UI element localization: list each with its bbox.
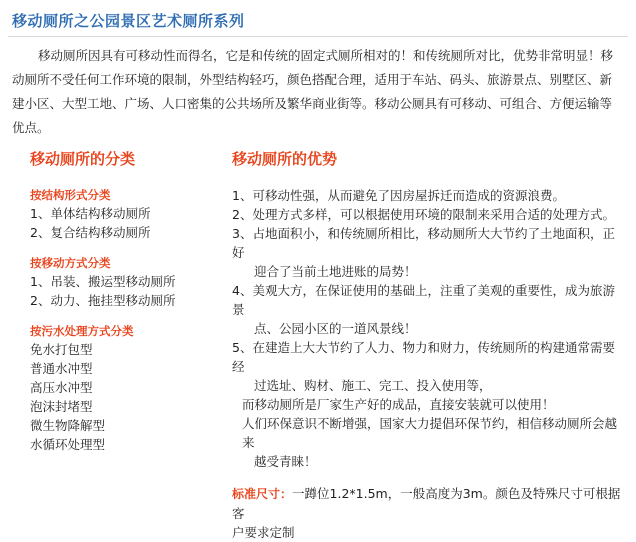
- advantage-line: 1、可移动性强，从而避免了因房屋拆迁而造成的资源浪费。: [232, 188, 565, 203]
- list-item: 水循环处理型: [30, 437, 106, 452]
- list-item: 免水打包型: [30, 342, 93, 357]
- advantages-heading: 移动厕所的优势: [232, 150, 338, 168]
- list-item: 泡沫封堵型: [30, 399, 93, 414]
- advantage-note-line: 而移动厕所是厂家生产好的成品，直接安装就可以使用！: [242, 397, 555, 412]
- advantage-item: [232, 186, 622, 205]
- list-item: 2、动力、拖挂型移动厕所: [30, 293, 176, 308]
- standard-size-text-cont: 户要求定制: [232, 525, 295, 540]
- advantage-item: [232, 224, 622, 281]
- categories-column: [30, 148, 220, 454]
- advantage-note-line: 人们环保意识不断增强，国家大力提倡环保节约，相信移动厕所会越来: [242, 416, 618, 450]
- list-item: 微生物降解型: [30, 418, 106, 433]
- standard-size-text: 一蹲位1.2*1.5m，一般高度为3m。颜色及特殊尺寸可根据客: [232, 486, 621, 521]
- group-mobility-label: 按移动方式分类: [30, 256, 111, 270]
- list-item: 2、复合结构移动厕所: [30, 225, 151, 240]
- advantage-line: 4、美观大方，在保证使用的基础上，注重了美观的重要性，成为旅游景: [232, 283, 615, 317]
- intro-paragraph: 移动厕所因具有可移动性而得名，它是和传统的固定式厕所相对的！和传统厕所对比，优势非常明显！移动厕所不受任何工作环境的限制，外型结构轻巧，颜色搭配合理，适用于车站、码头、旅游景点、别墅区、新建小区、大型工地、广场、人口密集的公共场所及繁华商业街等。移动公厕具有可移动、可组合、方便运输等优点。: [12, 48, 614, 135]
- advantage-item: [232, 338, 622, 395]
- group-structure-label: 按结构形式分类: [30, 188, 111, 202]
- advantage-line-cont: 过选址、购材、施工、完工、投入使用等，: [254, 378, 492, 393]
- advantage-line: 2、处理方式多样，可以根据使用环境的限制来采用合适的处理方式。: [232, 207, 615, 222]
- title-divider: [8, 36, 628, 37]
- list-item: 高压水冲型: [30, 380, 93, 395]
- categories-heading: 移动厕所的分类: [30, 150, 136, 168]
- advantage-item: [232, 281, 622, 338]
- advantage-note-cont: 越受青睐！: [254, 454, 317, 469]
- advantage-line-cont: 点、公园小区的一道风景线！: [254, 321, 417, 336]
- advantage-line: 5、在建造上大大节约了人力、物力和财力，传统厕所的构建通常需要经: [232, 340, 615, 374]
- advantages-column: [232, 148, 622, 542]
- advantage-note: [232, 395, 622, 414]
- advantage-note: [232, 414, 622, 471]
- list-item: 普通水冲型: [30, 361, 93, 376]
- group-sewage-label: 按污水处理方式分类: [30, 324, 134, 338]
- advantage-item: [232, 205, 622, 224]
- advantage-line-cont: 迎合了当前土地进账的局势！: [254, 264, 417, 279]
- page-title: 移动厕所之公园景区艺术厕所系列: [12, 12, 245, 30]
- list-item: 1、单体结构移动厕所: [30, 206, 151, 221]
- list-item: 1、吊装、搬运型移动厕所: [30, 274, 176, 289]
- advantage-line: 3、占地面积小，和传统厕所相比，移动厕所大大节约了土地面积，正好: [232, 226, 615, 260]
- standard-size: [232, 484, 622, 542]
- standard-size-label: 标准尺寸：: [232, 487, 293, 501]
